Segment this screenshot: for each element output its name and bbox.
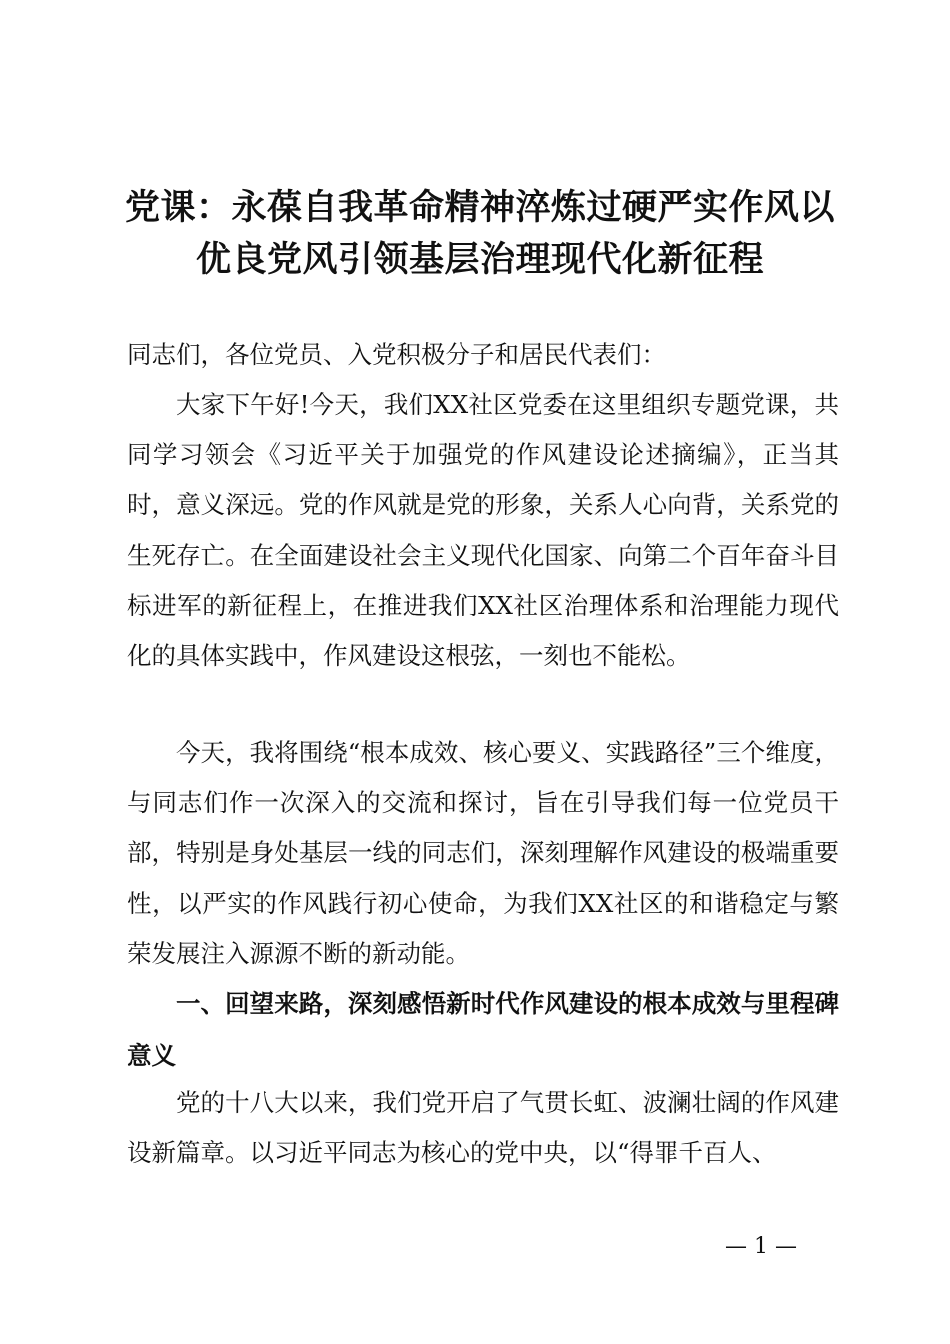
salutation: 同志们，各位党员、入党积极分子和居民代表们： (127, 340, 666, 369)
document-title-line-1: 党课：永葆自我革命精神淬炼过硬严实作风以 (124, 188, 835, 228)
document-title-line-2: 优良党风引领基层治理现代化新征程 (195, 240, 764, 280)
page-number: — 1 — (725, 1234, 797, 1259)
paragraph-opening: 大家下午好!今天，我们XX社区党委在这里组织专题党课，共同学习领会《习近平关于加强党的作风建设论述摘编》，正当其时，意义深远。党的作风就是党的形象，关系人心向背，关系党的生死存亡。在全面建设社会主义现代化国家、向第二个百年奋斗目标进军的新征程上，在推进我们XX社区治理体系和治理能力现代化的具体实践中，作风建设这根弦，一刻也不能松。 (127, 390, 839, 671)
paragraph-section-1: 党的十八大以来，我们党开启了气贯长虹、波澜壮阔的作风建设新篇章。以习近平同志为核心的党中央，以“得罪千百人、 (127, 1088, 839, 1168)
paragraph-outline: 今天，我将围绕“根本成效、核心要义、实践路径”三个维度，与同志们作一次深入的交流和探讨，旨在引导我们每一位党员干部，特别是身处基层一线的同志们，深刻理解作风建设的极端重要性，以严实的作风践行初心使命，为我们XX社区的和谐稳定与繁荣发展注入源源不断的新动能。 (127, 738, 839, 968)
section-heading-1: 一、回望来路，深刻感悟新时代作风建设的根本成效与里程碑意义 (127, 989, 839, 1070)
